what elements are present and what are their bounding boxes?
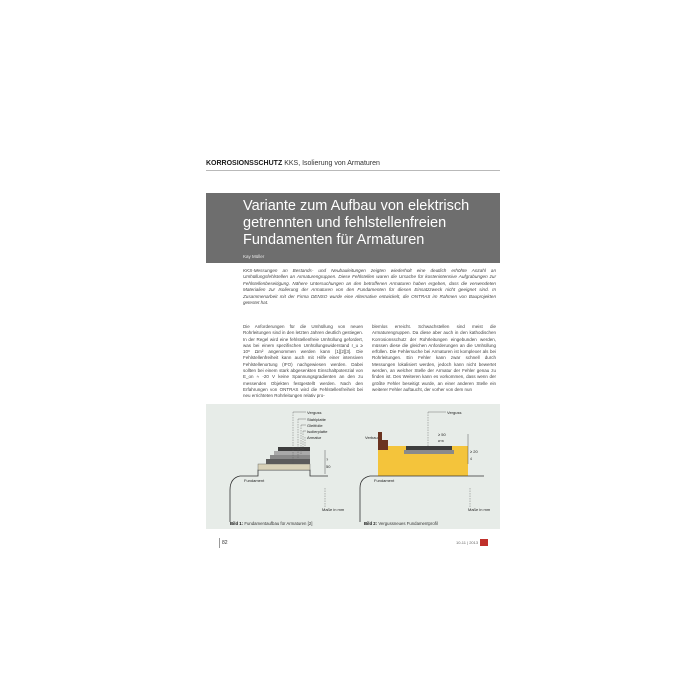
grout-layer (258, 464, 310, 470)
label-steel-plate: Stahlplatte (307, 417, 326, 422)
steel-plate (404, 450, 454, 454)
article-title: Variante zum Aufbau von elektrisch getrennten und fehlstellenfreien Fundamenten für Armaturen (243, 198, 470, 248)
section-subtitle: KKS, Isolierung von Armaturen (284, 160, 380, 167)
formwork-post (378, 432, 382, 450)
issue-label: 10-11 | 2013 (456, 540, 479, 545)
figure-2-diagram (356, 404, 496, 522)
label-insulating-plate: Isolierplatte (307, 429, 328, 434)
header-divider (206, 170, 500, 171)
figure-panel (206, 404, 500, 529)
figure-1-diagram (206, 404, 346, 522)
dim-top-label: ? (326, 457, 329, 462)
dim-b-label: ≥ 20 (470, 449, 478, 454)
article-author: Kay Müller (243, 254, 265, 259)
dim-a-sub: w w (438, 439, 444, 443)
dim-bottom-label: 50 (326, 464, 331, 469)
valve-body (278, 447, 310, 451)
page-number: 82 (222, 540, 228, 546)
dim-a-label: ≥ 50 (438, 432, 446, 437)
label-scale: Maße in mm (468, 507, 491, 512)
label-grout: Verguss (307, 410, 322, 415)
figure-2-caption-label: Bild 2: (364, 521, 378, 526)
figure-1-caption-label: Bild 1: (230, 521, 244, 526)
valve-body (406, 446, 452, 450)
label-foundation: Fundament (374, 478, 395, 483)
page-number-bar (219, 538, 220, 548)
slide-foil (270, 455, 310, 459)
label-valve: Armatur (307, 435, 322, 440)
label-grout: Verguss (447, 410, 462, 415)
body-column-left: Die Anforderungen für die Umhüllung von neuen Rohrleitungen sind in den letzten Jahren deutlich gestiegen. In der Regel wird eine fehlstellenfreie Umhüllung gefordert, was bei einem spezifischen Umhüllungswiderstand r_u ≥ 10⁸ Ωm² angenommen werden kann [1][2][3]. Die Fehlstellenfreiheit kann auch mit Hilfe einer intensiven Fehlstellenortung (IFO) nachgewiesen werden. Dabei sollten bei einem stark abgesenkten Einschaltpotenzial von E_on ≈ -20 V keine Spannungsgradienten an den zu messenden Objekten festgestellt werden. Nach den Erfahrungen von ONTRAS wird die Fehlstellenfreiheit bei neu errichteten Rohrleitungen relativ pro- (243, 324, 363, 399)
label-slide-foil: Gleitfolie (307, 423, 323, 428)
formwork-step (382, 440, 388, 450)
figure-2-caption-text: Vergussneues Fundamentprofil (378, 521, 438, 526)
label-scale: Maße in mm (322, 507, 345, 512)
article-intro: KKS-Messungen an Bestands- und Neubauleitungen zeigten wiederholt eine deutlich erhöhte Anzahl an Umhüllungsfehlstellen an Armaturengruppen. Diese Fehlstellen waren die Ursache für kostenintensive Aufgrabungen zur Fehlstellenbeseitigung. Nähere Untersuchungen an den betroffenen Armaturen haben ergeben, dass die verwendeten Materialien zur Isolierung der Armaturen von den Fundamenten für diesen Einsatzzweck nicht geeignet sind. In Zusammenarbeit mit der Firma DENSO wurde eine Alternative entwickelt, die ONTRAS im Rahmen von Bauprojekten getestet hat. (243, 268, 496, 306)
section-header (206, 160, 380, 167)
publisher-logo-icon (480, 539, 488, 546)
dim-b-sub: 4 (470, 457, 472, 461)
label-formwork: Verbau (365, 435, 378, 440)
figure-1-caption-text: Fundamentaufbau für Armaturen [2] (244, 521, 313, 526)
label-foundation: Fundament (244, 478, 265, 483)
section-name: KORROSIONSSCHUTZ (206, 160, 283, 167)
steel-plate (266, 459, 310, 464)
figure-1-caption (230, 521, 312, 526)
figure-2-caption (364, 521, 438, 526)
insulating-plate (274, 451, 310, 455)
body-column-right: blemlos erreicht. Schwachstellen sind meist die Armaturengruppen. Da diese aber auch in den kathodischen Korrosionsschutz der Rohrleitungen eingebunden werden, müssen diese die gleichen Anforderungen an die Umhüllung erfüllen. Die Fehlersuche bei Armaturen ist komplexer als bei Rohrleitungen. Ein Fehler kann zwar schnell durch Messungen lokalisiert werden, jedoch kann nicht bewertet werden, an welcher Stelle der Armatur der Fehler genau zu finden ist. Des Weiteren kann es vorkommen, dass wenn der größte Fehler beseitigt wurde, an einer anderen Stelle ein weiterer Fehler auftaucht, der vorher von dem nun (372, 324, 496, 392)
